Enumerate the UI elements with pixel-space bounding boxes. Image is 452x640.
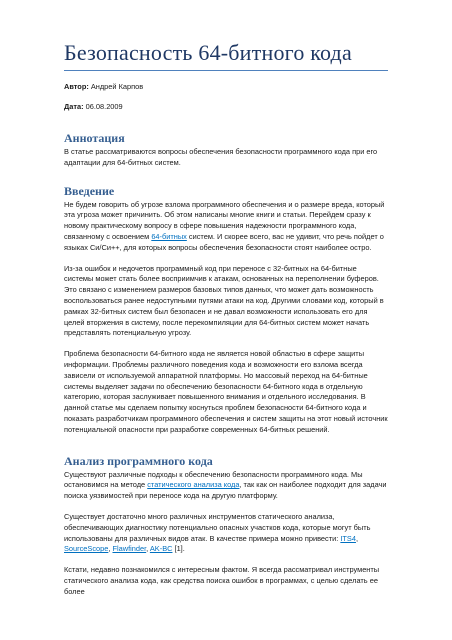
intro-heading: Введение [64, 183, 115, 198]
annotation-heading: Аннотация [64, 131, 125, 145]
analysis-paragraph-3: Кстати, недавно познакомился с интересным фактом. Я всегда рассматривал инструменты статического анализа кода, как средства поиска ошибок в программах, с целью сделать ее более [64, 565, 380, 596]
link-ak-bc[interactable]: AK-BC [149, 544, 173, 554]
date-value: 06.08.2009 [85, 102, 123, 111]
analysis-p2-text-start: Существует достаточно много различных инструментов статического анализа, обеспечивающих диагностику потенциально опасных участков кода, которые могут быть использованы для различных видов атак. В качестве примера можно привести: [64, 511, 371, 543]
intro-p1-text-end: систем. И скорее всего, вас не удивит, что речь пойдет о языках Си/Си++, для которых вопросы обеспечения безопасности стоят наиболее остро. [64, 231, 384, 252]
author-value: Андрей Карпов [90, 82, 144, 91]
link-64-bit[interactable]: 64-битных [151, 231, 187, 241]
analysis-p1-text-end: , так как он наиболее подходит для задачи поиска уязвимостей при переносе кода на другую платформу. [64, 480, 387, 501]
intro-p1-text-start: Не будем говорить об угрозе взлома программного обеспечения и о размере вреда, который эта угроза может причинить. Об этом написаны многие книги и статьи. Перейдем сразу к новому практическому вопросу в сфере повышения надежности программного кода, связанному с освоением [64, 199, 385, 241]
link-separator: , [355, 533, 359, 543]
annotation-section [64, 131, 388, 169]
intro-section [64, 184, 388, 436]
intro-paragraph-3: Проблема безопасности 64-битного кода не является новой областью в сфере защиты информации. Проблемы различного поведения кода и возможности его взлома всегда зависели от используемой аппаратной платформы. Но массовый переход на 64-битные системы выделяет задачи по обеспечению безопасности 64-битного кода в отдельную категорию, которая заслуживает повышенного внимания и отдельного исследования. В данной статье мы сделаем попытку коснуться проблем безопасности 64-битного кода и показать разработчикам программного обеспечения и систем защиты на этот новый источник потенциальной опасности при разработке современных 64-битных решений. [64, 349, 388, 434]
link-its4[interactable]: ITS4 [340, 533, 356, 543]
analysis-paragraph-1 [64, 470, 388, 502]
title-underline [64, 70, 388, 71]
analysis-heading: Анализ программного кода [64, 453, 213, 468]
analysis-paragraph-2 [64, 512, 388, 555]
analysis-p2-text-end: [1]. [172, 544, 185, 554]
link-separator: , [108, 544, 113, 554]
link-sourcescope[interactable]: SourceScope [64, 544, 109, 554]
link-static-analysis[interactable]: статического анализа кода [147, 480, 240, 490]
intro-paragraph-1 [64, 200, 388, 254]
date-label: Дата: [64, 102, 84, 111]
author-label: Автор: [64, 82, 89, 91]
annotation-text: В статье рассматриваются вопросы обеспечения безопасности программного кода при его адаптации для 64-битных систем. [64, 147, 378, 167]
document-title: Безопасность 64-битного кода [64, 40, 352, 65]
analysis-p1-text-start: Существуют различные подходы к обеспечению безопасности программного кода. Мы остановимся на методе [64, 469, 363, 490]
link-separator: , [146, 544, 150, 554]
analysis-section [64, 454, 388, 598]
intro-paragraph-2: Из-за ошибок и недочетов программный код при переносе с 32-битных на 64-битные системы может стать более восприимчив к атакам, основанных на переполнении буферов. Это связано с изменением размеров базовых типов данных, что может дать возможность воспользоваться ранее недоступными путями атаки на код. Другими словами код, который в рамках 32-битных систем был безопасен и не давал возможности использовать его для целей вторжения в систему, после перекомпиляции для 64-битных систем может начать представлять потенциальную угрозу. [64, 263, 384, 338]
link-flawfinder[interactable]: Flawfinder [112, 544, 147, 554]
date-line [64, 102, 388, 112]
author-line [64, 82, 388, 92]
